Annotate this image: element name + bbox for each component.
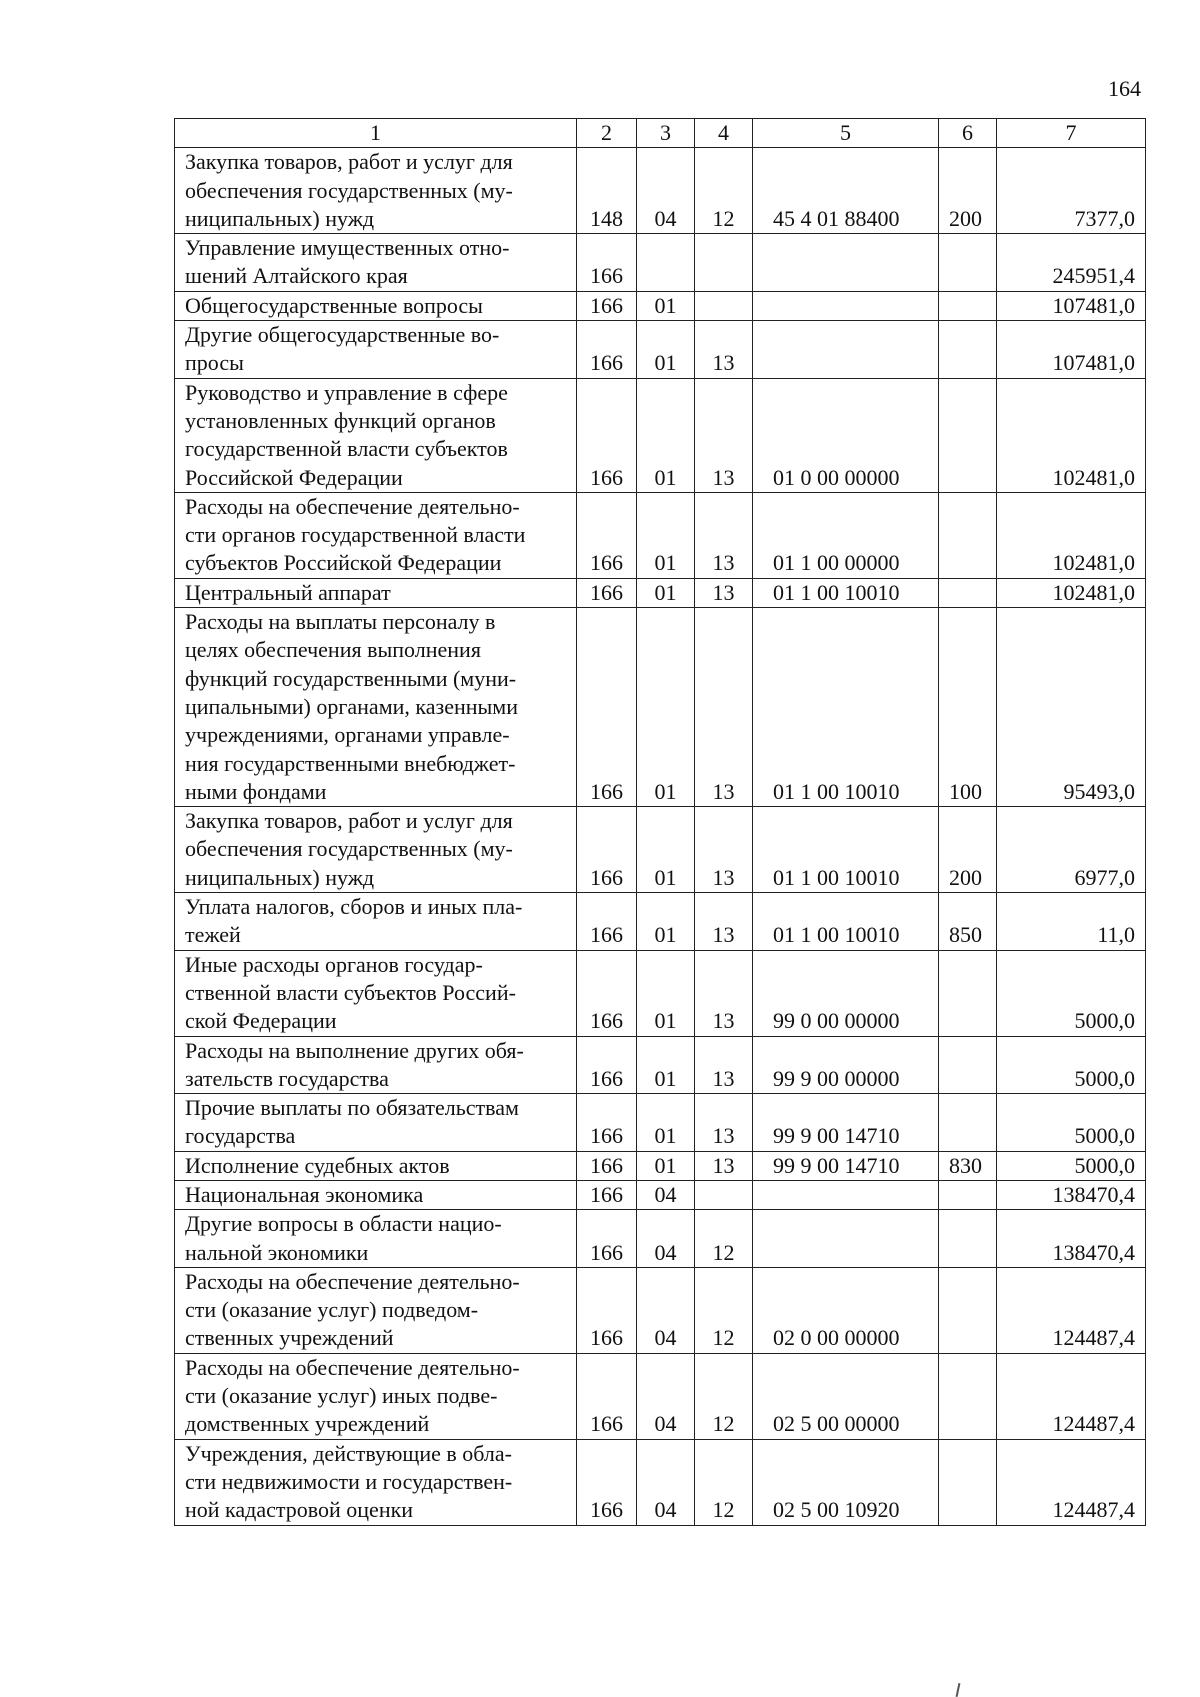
row-name-line: сти недвижимости и государствен- bbox=[185, 1468, 513, 1494]
table-row bbox=[175, 291, 1146, 320]
row-name-line: Закупка товаров, работ и услуг для bbox=[185, 808, 513, 834]
table-row bbox=[175, 378, 1146, 492]
row-name-line: ципальными) органами, казенными bbox=[185, 693, 518, 719]
subsection-code-cell: 13 bbox=[695, 578, 753, 607]
row-name-line: Закупка товаров, работ и услуг для bbox=[185, 149, 513, 175]
section-code-cell: 01 bbox=[637, 492, 695, 578]
table-row bbox=[175, 893, 1146, 951]
amount-cell: 107481,0 bbox=[997, 291, 1146, 320]
row-name-line: ния государственными внебюджет- bbox=[185, 750, 516, 776]
row-name-line: сти (оказание услуг) иных подве- bbox=[185, 1383, 498, 1409]
row-name-line: сти (оказание услуг) подведом- bbox=[185, 1297, 479, 1323]
header-cell: 7 bbox=[997, 119, 1146, 148]
expense-type-cell bbox=[939, 1439, 997, 1525]
row-name-cell bbox=[175, 1036, 577, 1094]
target-article-cell: 02 5 00 00000 bbox=[753, 1353, 939, 1439]
admin-code-cell: 166 bbox=[577, 1353, 637, 1439]
table-row bbox=[175, 1439, 1146, 1525]
row-name-line: ными фондами bbox=[185, 778, 327, 804]
row-name-line: Иные расходы органов государ- bbox=[185, 951, 483, 977]
subsection-code-cell: 12 bbox=[695, 1210, 753, 1268]
expense-type-cell: 200 bbox=[939, 148, 997, 234]
row-name-cell bbox=[175, 1353, 577, 1439]
row-name-line: просы bbox=[185, 350, 244, 376]
row-name-cell bbox=[175, 291, 577, 320]
section-code-cell: 04 bbox=[637, 1353, 695, 1439]
section-code-cell: 01 bbox=[637, 1036, 695, 1094]
header-cell: 4 bbox=[695, 119, 753, 148]
admin-code-cell: 166 bbox=[577, 1439, 637, 1525]
subsection-code-cell: 13 bbox=[695, 608, 753, 807]
subsection-code-cell bbox=[695, 291, 753, 320]
section-code-cell: 01 bbox=[637, 950, 695, 1036]
row-name-cell bbox=[175, 321, 577, 379]
table-row bbox=[175, 608, 1146, 807]
header-cell: 5 bbox=[753, 119, 939, 148]
admin-code-cell: 166 bbox=[577, 234, 637, 292]
page-number: 164 bbox=[1108, 76, 1141, 101]
row-name-cell bbox=[175, 1210, 577, 1268]
row-name-line: сти органов государственной власти bbox=[185, 522, 526, 548]
row-name-line: Расходы на выплаты персоналу в bbox=[185, 609, 496, 635]
row-name-line: нальной экономики bbox=[185, 1239, 369, 1265]
scan-mark bbox=[956, 1683, 961, 1697]
table-row bbox=[175, 1094, 1146, 1152]
section-code-cell: 01 bbox=[637, 291, 695, 320]
subsection-code-cell: 13 bbox=[695, 893, 753, 951]
subsection-code-cell bbox=[695, 234, 753, 292]
section-code-cell: 01 bbox=[637, 608, 695, 807]
row-name-cell bbox=[175, 1180, 577, 1209]
header-cell: 6 bbox=[939, 119, 997, 148]
amount-cell: 5000,0 bbox=[997, 1151, 1146, 1180]
amount-cell: 124487,4 bbox=[997, 1353, 1146, 1439]
subsection-code-cell: 12 bbox=[695, 1439, 753, 1525]
row-name-line: Расходы на выполнение других обя- bbox=[185, 1037, 524, 1063]
row-name-line: ственных учреждений bbox=[185, 1325, 394, 1351]
expense-type-cell bbox=[939, 950, 997, 1036]
target-article-cell: 01 1 00 10010 bbox=[753, 893, 939, 951]
admin-code-cell: 166 bbox=[577, 578, 637, 607]
section-code-cell: 01 bbox=[637, 1094, 695, 1152]
expense-type-cell: 850 bbox=[939, 893, 997, 951]
subsection-code-cell: 13 bbox=[695, 492, 753, 578]
expense-type-cell bbox=[939, 1353, 997, 1439]
row-name-line: зательств государства bbox=[185, 1065, 389, 1091]
subsection-code-cell: 13 bbox=[695, 378, 753, 492]
amount-cell: 6977,0 bbox=[997, 807, 1146, 893]
target-article-cell: 02 0 00 00000 bbox=[753, 1267, 939, 1353]
admin-code-cell: 166 bbox=[577, 1210, 637, 1268]
row-name-line: ной кадастровой оценки bbox=[185, 1497, 414, 1523]
admin-code-cell: 166 bbox=[577, 1180, 637, 1209]
table-row bbox=[175, 1036, 1146, 1094]
admin-code-cell: 166 bbox=[577, 893, 637, 951]
table-row bbox=[175, 1353, 1146, 1439]
row-name-line: шений Алтайского края bbox=[185, 263, 408, 289]
row-name-cell bbox=[175, 378, 577, 492]
row-name-line: Учреждения, действующие в обла- bbox=[185, 1440, 512, 1466]
row-name-line: Исполнение судебных актов bbox=[185, 1152, 450, 1178]
target-article-cell: 02 5 00 10920 bbox=[753, 1439, 939, 1525]
admin-code-cell: 166 bbox=[577, 1267, 637, 1353]
row-name-line: Расходы на обеспечение деятельно- bbox=[185, 1268, 520, 1294]
subsection-code-cell: 13 bbox=[695, 1151, 753, 1180]
expense-type-cell bbox=[939, 1267, 997, 1353]
row-name-line: субъектов Российской Федерации bbox=[185, 550, 502, 576]
expense-type-cell bbox=[939, 1210, 997, 1268]
subsection-code-cell: 12 bbox=[695, 1267, 753, 1353]
target-article-cell bbox=[753, 1180, 939, 1209]
row-name-cell bbox=[175, 950, 577, 1036]
table-row bbox=[175, 950, 1146, 1036]
target-article-cell bbox=[753, 321, 939, 379]
section-code-cell bbox=[637, 234, 695, 292]
section-code-cell: 04 bbox=[637, 1210, 695, 1268]
admin-code-cell: 166 bbox=[577, 291, 637, 320]
target-article-cell: 01 0 00 00000 bbox=[753, 378, 939, 492]
row-name-cell bbox=[175, 1439, 577, 1525]
row-name-line: ской Федерации bbox=[185, 1008, 337, 1034]
section-code-cell: 01 bbox=[637, 321, 695, 379]
row-name-line: Другие вопросы в области нацио- bbox=[185, 1211, 502, 1237]
target-article-cell: 99 0 00 00000 bbox=[753, 950, 939, 1036]
subsection-code-cell: 13 bbox=[695, 1094, 753, 1152]
target-article-cell bbox=[753, 291, 939, 320]
row-name-cell bbox=[175, 578, 577, 607]
section-code-cell: 01 bbox=[637, 1151, 695, 1180]
target-article-cell: 99 9 00 00000 bbox=[753, 1036, 939, 1094]
row-name-cell bbox=[175, 807, 577, 893]
section-code-cell: 01 bbox=[637, 893, 695, 951]
table-row bbox=[175, 321, 1146, 379]
expense-type-cell bbox=[939, 578, 997, 607]
amount-cell: 95493,0 bbox=[997, 608, 1146, 807]
expense-type-cell bbox=[939, 492, 997, 578]
table-row bbox=[175, 234, 1146, 292]
table-row bbox=[175, 1210, 1146, 1268]
row-name-line: целях обеспечения выполнения bbox=[185, 637, 481, 663]
row-name-line: обеспечения государственных (му- bbox=[185, 836, 513, 862]
expense-type-cell: 830 bbox=[939, 1151, 997, 1180]
section-code-cell: 01 bbox=[637, 807, 695, 893]
section-code-cell: 04 bbox=[637, 1439, 695, 1525]
admin-code-cell: 166 bbox=[577, 378, 637, 492]
target-article-cell: 01 1 00 00000 bbox=[753, 492, 939, 578]
subsection-code-cell: 13 bbox=[695, 321, 753, 379]
table-row bbox=[175, 807, 1146, 893]
row-name-cell bbox=[175, 608, 577, 807]
row-name-line: Расходы на обеспечение деятельно- bbox=[185, 1354, 520, 1380]
row-name-line: государственной власти субъектов bbox=[185, 436, 508, 462]
amount-cell: 138470,4 bbox=[997, 1180, 1146, 1209]
subsection-code-cell bbox=[695, 1180, 753, 1209]
admin-code-cell: 148 bbox=[577, 148, 637, 234]
subsection-code-cell: 12 bbox=[695, 148, 753, 234]
table-row bbox=[175, 578, 1146, 607]
target-article-cell: 45 4 01 88400 bbox=[753, 148, 939, 234]
target-article-cell: 99 9 00 14710 bbox=[753, 1094, 939, 1152]
target-article-cell: 01 1 00 10010 bbox=[753, 578, 939, 607]
header-cell: 3 bbox=[637, 119, 695, 148]
row-name-line: Национальная экономика bbox=[185, 1181, 424, 1207]
row-name-cell bbox=[175, 1151, 577, 1180]
row-name-line: установленных функций органов bbox=[185, 407, 496, 433]
target-article-cell bbox=[753, 1210, 939, 1268]
subsection-code-cell: 13 bbox=[695, 1036, 753, 1094]
expense-type-cell bbox=[939, 1180, 997, 1209]
amount-cell: 7377,0 bbox=[997, 148, 1146, 234]
row-name-line: ственной власти субъектов Россий- bbox=[185, 979, 516, 1005]
target-article-cell bbox=[753, 234, 939, 292]
row-name-cell bbox=[175, 1094, 577, 1152]
row-name-line: обеспечения государственных (му- bbox=[185, 177, 513, 203]
amount-cell: 138470,4 bbox=[997, 1210, 1146, 1268]
row-name-line: Другие общегосударственные во- bbox=[185, 322, 500, 348]
target-article-cell: 01 1 00 10010 bbox=[753, 608, 939, 807]
table-row bbox=[175, 1151, 1146, 1180]
amount-cell: 11,0 bbox=[997, 893, 1146, 951]
amount-cell: 124487,4 bbox=[997, 1267, 1146, 1353]
table-row bbox=[175, 1267, 1146, 1353]
admin-code-cell: 166 bbox=[577, 1094, 637, 1152]
section-code-cell: 04 bbox=[637, 1267, 695, 1353]
row-name-cell bbox=[175, 893, 577, 951]
row-name-line: ниципальных) нужд bbox=[185, 864, 375, 890]
row-name-line: ниципальных) нужд bbox=[185, 205, 375, 231]
row-name-line: Руководство и управление в сфере bbox=[185, 379, 508, 405]
header-row bbox=[175, 119, 1146, 148]
amount-cell: 5000,0 bbox=[997, 1036, 1146, 1094]
row-name-line: Прочие выплаты по обязательствам bbox=[185, 1095, 519, 1121]
amount-cell: 245951,4 bbox=[997, 234, 1146, 292]
header-cell: 1 bbox=[175, 119, 577, 148]
expense-type-cell bbox=[939, 234, 997, 292]
table-header bbox=[175, 119, 1146, 148]
admin-code-cell: 166 bbox=[577, 950, 637, 1036]
admin-code-cell: 166 bbox=[577, 807, 637, 893]
amount-cell: 124487,4 bbox=[997, 1439, 1146, 1525]
expense-type-cell bbox=[939, 291, 997, 320]
header-cell: 2 bbox=[577, 119, 637, 148]
row-name-line: Расходы на обеспечение деятельно- bbox=[185, 493, 520, 519]
row-name-line: функций государственными (муни- bbox=[185, 665, 517, 691]
row-name-line: тежей bbox=[185, 922, 241, 948]
row-name-cell bbox=[175, 148, 577, 234]
table-body bbox=[175, 148, 1146, 1525]
amount-cell: 5000,0 bbox=[997, 950, 1146, 1036]
table-row bbox=[175, 1180, 1146, 1209]
table-row bbox=[175, 492, 1146, 578]
row-name-line: Уплата налогов, сборов и иных пла- bbox=[185, 894, 523, 920]
budget-table bbox=[174, 118, 1146, 1526]
expense-type-cell bbox=[939, 321, 997, 379]
admin-code-cell: 166 bbox=[577, 608, 637, 807]
expense-type-cell bbox=[939, 378, 997, 492]
subsection-code-cell: 13 bbox=[695, 807, 753, 893]
target-article-cell: 99 9 00 14710 bbox=[753, 1151, 939, 1180]
row-name-line: Российской Федерации bbox=[185, 464, 403, 490]
section-code-cell: 04 bbox=[637, 1180, 695, 1209]
table-row bbox=[175, 148, 1146, 234]
subsection-code-cell: 13 bbox=[695, 950, 753, 1036]
amount-cell: 107481,0 bbox=[997, 321, 1146, 379]
section-code-cell: 01 bbox=[637, 378, 695, 492]
amount-cell: 102481,0 bbox=[997, 578, 1146, 607]
subsection-code-cell: 12 bbox=[695, 1353, 753, 1439]
amount-cell: 102481,0 bbox=[997, 492, 1146, 578]
row-name-line: Управление имущественных отно- bbox=[185, 235, 510, 261]
expense-type-cell: 200 bbox=[939, 807, 997, 893]
expense-type-cell bbox=[939, 1036, 997, 1094]
row-name-line: Общегосударственные вопросы bbox=[185, 292, 483, 318]
row-name-line: государства bbox=[185, 1123, 296, 1149]
row-name-cell bbox=[175, 492, 577, 578]
row-name-line: учреждениями, органами управле- bbox=[185, 722, 510, 748]
expense-type-cell bbox=[939, 1094, 997, 1152]
row-name-line: Центральный аппарат bbox=[185, 579, 391, 605]
target-article-cell: 01 1 00 10010 bbox=[753, 807, 939, 893]
admin-code-cell: 166 bbox=[577, 321, 637, 379]
expense-type-cell: 100 bbox=[939, 608, 997, 807]
section-code-cell: 04 bbox=[637, 148, 695, 234]
amount-cell: 102481,0 bbox=[997, 378, 1146, 492]
admin-code-cell: 166 bbox=[577, 1151, 637, 1180]
row-name-line: домственных учреждений bbox=[185, 1411, 430, 1437]
row-name-cell bbox=[175, 234, 577, 292]
amount-cell: 5000,0 bbox=[997, 1094, 1146, 1152]
section-code-cell: 01 bbox=[637, 578, 695, 607]
row-name-cell bbox=[175, 1267, 577, 1353]
admin-code-cell: 166 bbox=[577, 492, 637, 578]
admin-code-cell: 166 bbox=[577, 1036, 637, 1094]
